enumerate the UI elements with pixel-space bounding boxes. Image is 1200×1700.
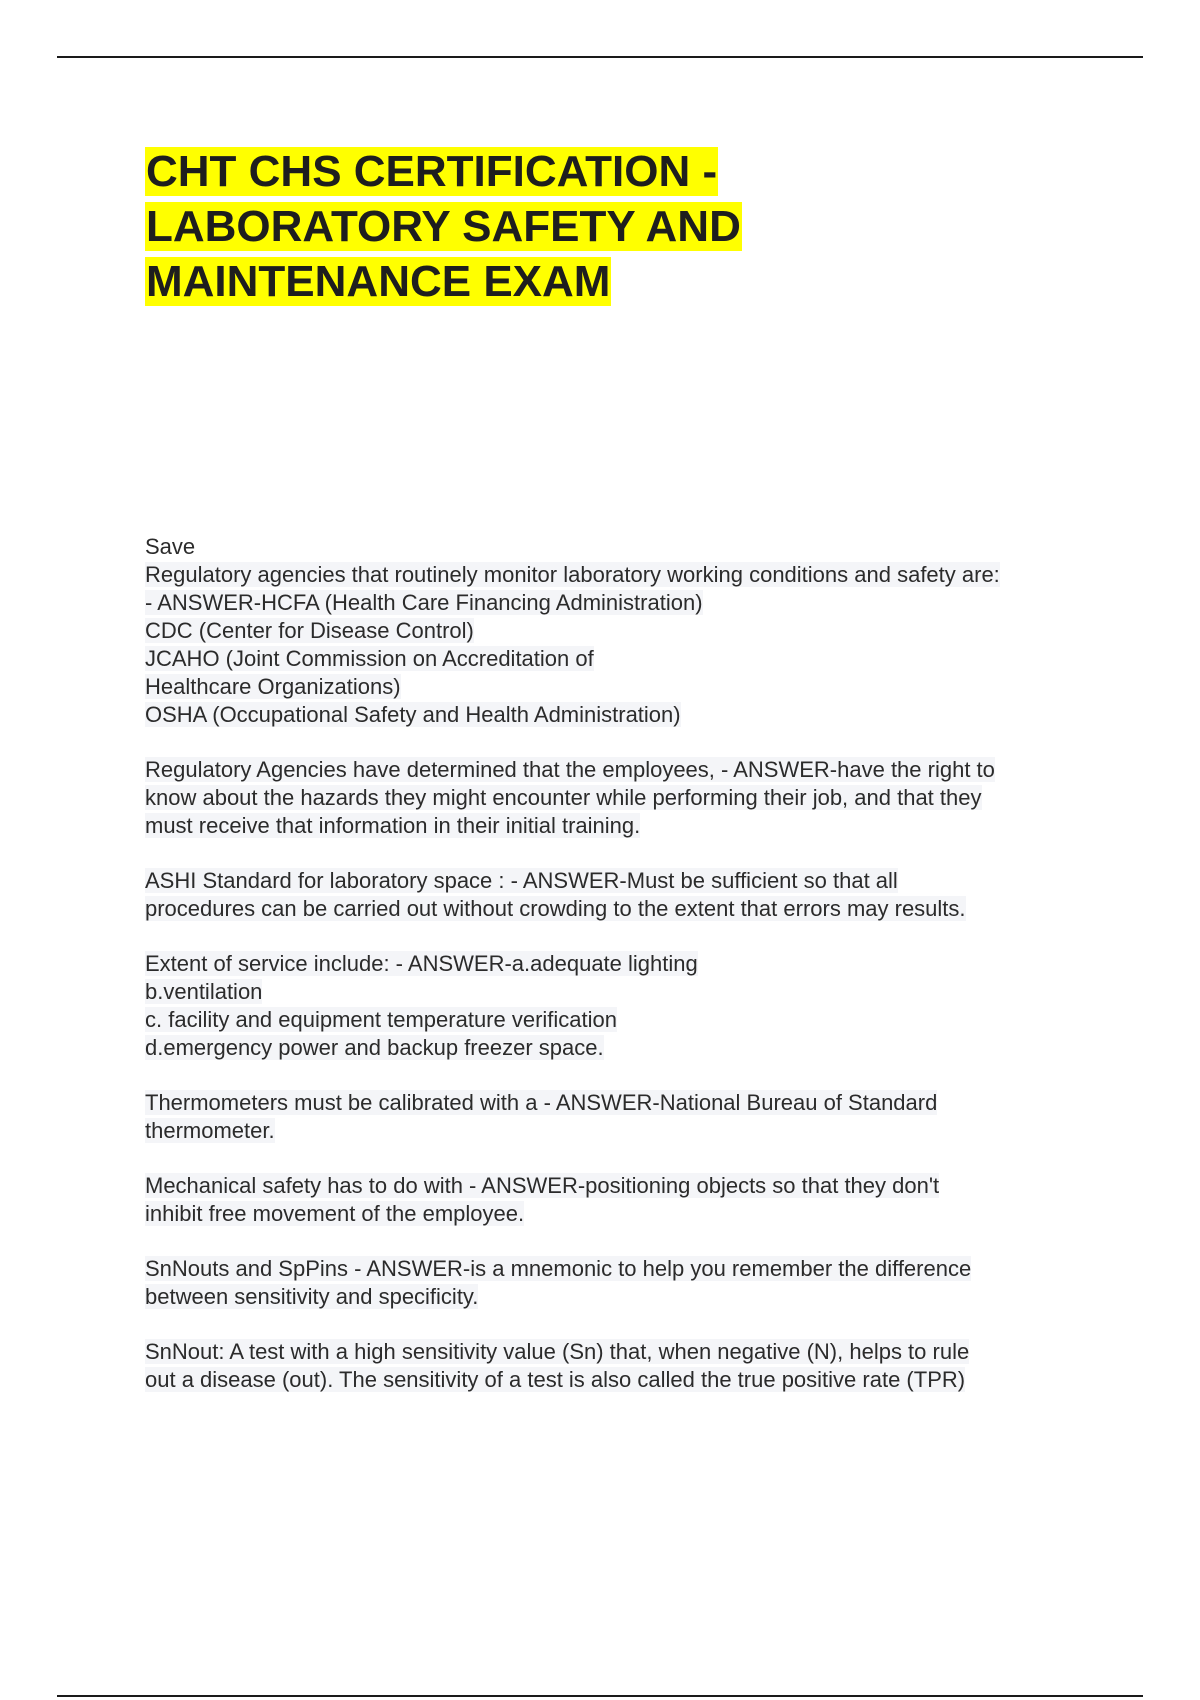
qa-item (145, 1338, 1105, 1394)
qa-line: ASHI Standard for laboratory space : - ANSWER-Must be sufficient so that all (145, 868, 898, 893)
qa-line: JCAHO (Joint Commission on Accreditation of (145, 646, 594, 671)
qa-line: b.ventilation (145, 979, 263, 1004)
qa-item (145, 950, 1105, 1062)
document-title (145, 144, 905, 309)
qa-line: SnNout: A test with a high sensitivity value (Sn) that, when negative (N), helps to rule (145, 1339, 970, 1364)
qa-line: out a disease (out). The sensitivity of a test is also called the true positive rate (TPR) (145, 1367, 966, 1392)
qa-line: inhibit free movement of the employee. (145, 1201, 525, 1226)
qa-item (145, 1255, 1105, 1311)
qa-line: Extent of service include: - ANSWER-a.adequate lighting (145, 951, 698, 976)
header-rule (57, 56, 1143, 58)
qa-line: must receive that information in their initial training. (145, 813, 641, 838)
title-line: MAINTENANCE EXAM (146, 257, 611, 306)
title-line: LABORATORY SAFETY AND (146, 202, 741, 251)
qa-line: procedures can be carried out without crowding to the extent that errors may results. (145, 896, 966, 921)
qa-line: Thermometers must be calibrated with a - ANSWER-National Bureau of Standard (145, 1090, 938, 1115)
footer-rule (57, 1695, 1143, 1697)
qa-line: - ANSWER-HCFA (Health Care Financing Administration) (145, 590, 703, 615)
qa-line: c. facility and equipment temperature verification (145, 1007, 618, 1032)
qa-line: Mechanical safety has to do with - ANSWER-positioning objects so that they don't (145, 1173, 940, 1198)
qa-item (145, 867, 1105, 923)
qa-item (145, 561, 1105, 729)
qa-item (145, 756, 1105, 840)
qa-line: Regulatory Agencies have determined that the employees, - ANSWER-have the right to (145, 757, 995, 782)
document-body (145, 533, 1105, 1421)
qa-line: between sensitivity and specificity. (145, 1284, 479, 1309)
save-label: Save (145, 534, 196, 559)
qa-line: Regulatory agencies that routinely monitor laboratory working conditions and safety are: (145, 562, 1000, 587)
qa-line: know about the hazards they might encounter while performing their job, and that they (145, 785, 982, 810)
qa-line: d.emergency power and backup freezer space. (145, 1035, 604, 1060)
qa-line: thermometer. (145, 1118, 275, 1143)
title-line: CHT CHS CERTIFICATION - (146, 147, 718, 196)
qa-line: Healthcare Organizations) (145, 674, 401, 699)
qa-item (145, 1172, 1105, 1228)
qa-line: SnNouts and SpPins - ANSWER-is a mnemonic to help you remember the difference (145, 1256, 972, 1281)
qa-item (145, 1089, 1105, 1145)
qa-line: CDC (Center for Disease Control) (145, 618, 474, 643)
qa-line: OSHA (Occupational Safety and Health Administration) (145, 702, 681, 727)
